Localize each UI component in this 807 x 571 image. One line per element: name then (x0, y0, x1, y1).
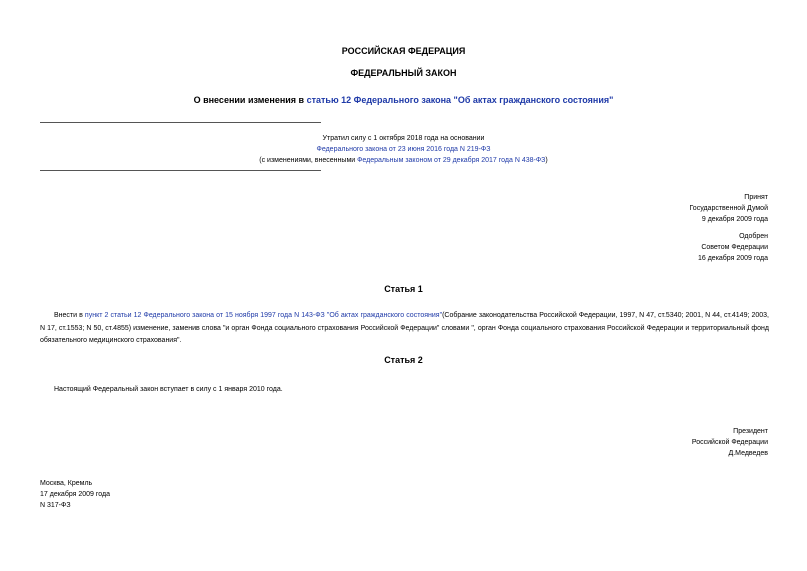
approved-date: 16 декабря 2009 года (697, 255, 768, 262)
amendment-law-link[interactable]: Федеральным законом от 29 декабря 2017 года N 438-ФЗ (357, 157, 546, 164)
article1-text (40, 310, 769, 348)
amendment-suffix: ) (545, 157, 548, 164)
signature-country: Российской Федерации (691, 439, 768, 446)
amendment-prefix: (с изменениями, внесенными (259, 157, 358, 164)
article1-heading: Статья 1 (384, 284, 423, 294)
law-title (0, 95, 807, 105)
adopted-label: Принят (744, 194, 768, 201)
repeal-notice-line3 (0, 155, 807, 166)
law-title-link[interactable]: статью 12 Федерального закона "Об актах гражданского состояния" (306, 95, 614, 105)
footer-date: 17 декабря 2009 года (40, 491, 111, 498)
footer-block (40, 478, 110, 511)
signature-block (692, 426, 768, 459)
article2-text: Настоящий Федеральный закон вступает в силу с 1 января 2010 года. (54, 386, 283, 393)
signature-name: Д.Медведев (728, 450, 768, 457)
adopted-date: 9 декабря 2009 года (701, 216, 768, 223)
footer-number: N 317-ФЗ (40, 502, 71, 509)
article1-prefix: Внести в (54, 312, 85, 319)
repeal-notice-line1: Утратил силу с 1 октября 2018 года на основании (322, 135, 485, 142)
approved-label: Одобрен (739, 233, 768, 240)
article2-heading: Статья 2 (384, 355, 423, 365)
article1-law-link[interactable]: пункт 2 статьи 12 Федерального закона от 15 ноября 1997 года N 143-ФЗ "Об актах гражданского состояния" (84, 312, 443, 319)
top-divider (40, 122, 321, 123)
country-heading: РОССИЙСКАЯ ФЕДЕРАЦИЯ (341, 46, 466, 56)
repeal-notice (0, 133, 807, 166)
approved-block (698, 231, 768, 264)
adopted-block (689, 192, 768, 225)
adopted-body: Государственной Думой (689, 205, 768, 212)
bottom-divider (40, 170, 321, 171)
footer-place: Москва, Кремль (40, 480, 93, 487)
law-title-prefix: О внесении изменения в (193, 95, 307, 105)
repeal-law-link[interactable]: Федерального закона от 23 июня 2016 года N 219-ФЗ (316, 146, 491, 153)
article1-main: (Собрание законодательства Российской Федерации, 1997, N 47, ст.5340; 2001, N 44, ст.4149; 2003, N 17, ст.1553; N 50, ст.4855) изменение, заменив слова "и орган Фонда социального страхования Российской Федерации" словами ", орган Фонда социального страхования Российской Федерации и территориальный фонд обязательного медицинского страхования". (40, 312, 769, 344)
law-type-heading: ФЕДЕРАЛЬНЫЙ ЗАКОН (350, 68, 457, 78)
signature-title: Президент (733, 428, 768, 435)
approved-body: Советом Федерации (701, 244, 768, 251)
